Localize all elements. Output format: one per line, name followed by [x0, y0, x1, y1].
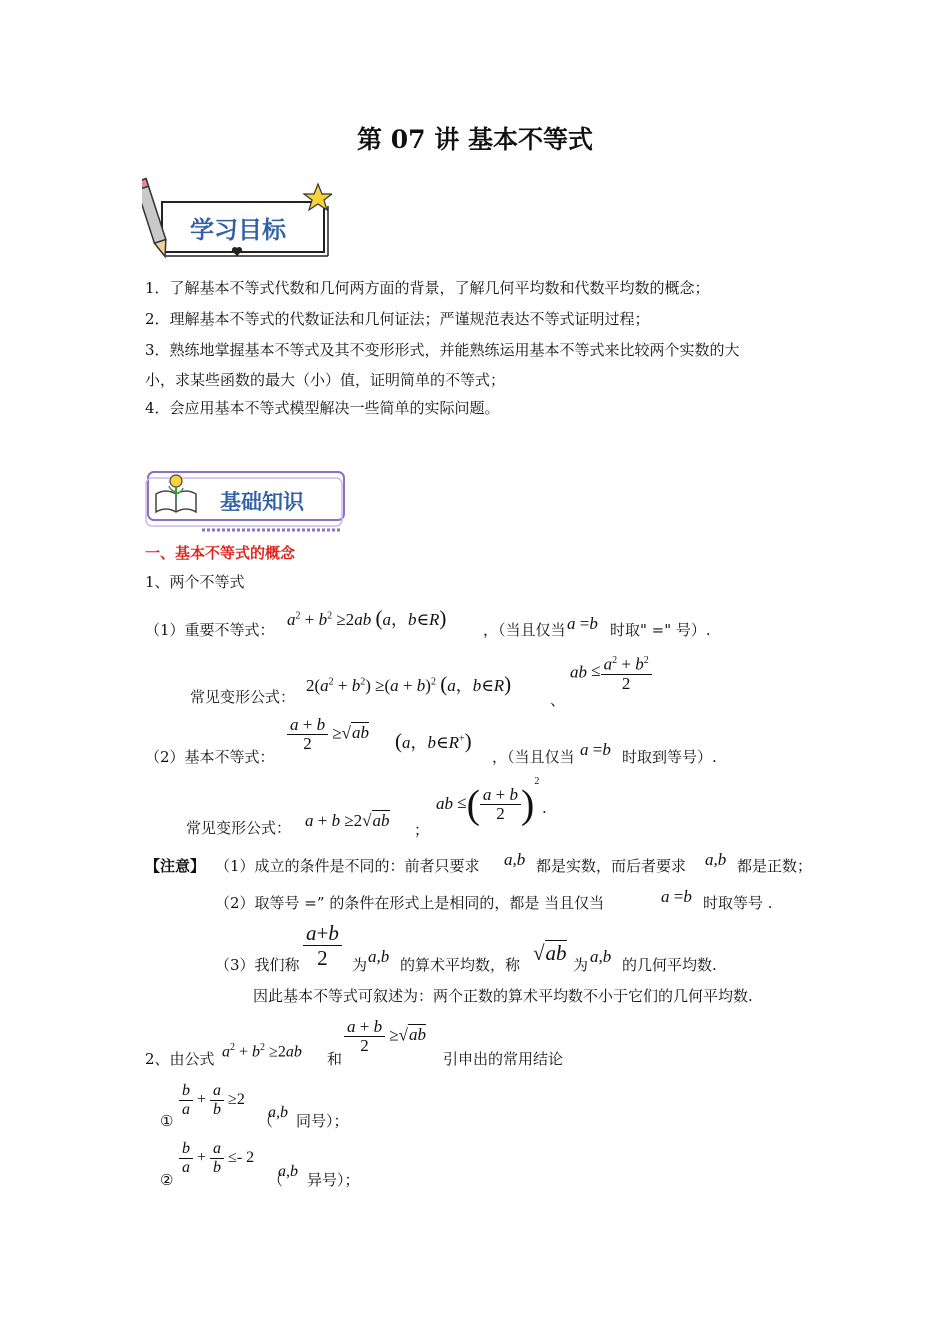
note3-b: 为: [352, 956, 368, 974]
item1-suffix2: 时取" =" 号）.: [610, 621, 711, 639]
note1-c: 都是正数；: [737, 857, 813, 875]
basic-knowledge-badge: [142, 468, 347, 532]
basic-inequality-domain: (a，b∈R+): [395, 729, 472, 753]
common-forms-label-2: 常见变形公式：: [186, 819, 292, 837]
period-mark: .: [542, 799, 547, 817]
conclusion2-open: （: [268, 1171, 284, 1189]
item2-suffix: ，（当且仅当: [492, 748, 575, 766]
conclusion1-tail: 同号）；: [296, 1112, 349, 1130]
page-title: 第 07 讲 基本不等式: [357, 125, 593, 154]
variant-formula-3: a + b ≥2√ab: [305, 811, 390, 830]
note1-b: 都是实数，而后者要求: [536, 857, 687, 875]
learning-goals-badge: [142, 176, 332, 266]
basic-knowledge-label: 基础知识: [220, 490, 304, 514]
objective-2: 2．理解基本不等式的代数证法和几何证法；严谨规范表达不等式证明过程；: [145, 310, 650, 328]
variant-formula-1: $2(a^2 + b^2) \ge(a + b)^2$ (a，b∈R): [306, 672, 512, 696]
item2-suffix2: 时取到等号）.: [622, 748, 717, 766]
equality-condition-2: a =b: [580, 740, 611, 759]
geometric-mean-formula: √ab: [533, 941, 567, 965]
item1-prefix: （1）重要不等式：: [145, 621, 275, 639]
conclusion2-tail: 异号）；: [307, 1171, 360, 1189]
note3-c: 的算术平均数，称: [400, 956, 521, 974]
note4: 因此基本不等式可叙述为：两个正数的算术平均数不小于它们的几何平均数.: [253, 987, 753, 1005]
sub2-b: 和: [327, 1050, 343, 1068]
vars-ab-1: a,b: [504, 850, 526, 869]
note2-b: 时取等号 .: [703, 894, 773, 912]
note3-e: 的几何平均数.: [622, 956, 717, 974]
note2-a: （2）取等号 =” 的条件在形式上是相同的，都是 当且仅当: [215, 894, 605, 912]
sub2-c: 引申出的常用结论: [443, 1050, 564, 1068]
objective-1: 1．了解基本不等式代数和几何两方面的背景，了解几何平均数和代数平均数的概念；: [145, 279, 710, 297]
basic-inequality-formula: $\frac{a + b}{2}$ ≥√ab: [287, 716, 369, 753]
objective-4: 4．会应用基本不等式模型解决一些简单的实际问题。: [145, 399, 500, 417]
conclusion1-formula: $\frac{b}{a}$ + $\frac{a}{b}$ ≥2: [179, 1082, 245, 1119]
vars-ab-5: a,b: [268, 1104, 288, 1121]
heading-concept: 一、基本不等式的概念: [145, 544, 296, 562]
vars-ab-3: a,b: [368, 947, 390, 966]
sub2-a: 2、由公式: [145, 1050, 215, 1068]
note3-d: 为: [573, 956, 589, 974]
vars-ab-2: a,b: [705, 850, 727, 869]
subheading-two-inequalities: 1、两个不等式: [145, 573, 245, 591]
equality-condition-3: a =b: [661, 887, 692, 906]
equality-condition-1: a =b: [567, 614, 598, 633]
conclusion2-formula: $\frac{b}{a}$ + $\frac{a}{b}$ ≤- 2: [179, 1140, 254, 1177]
item1-suffix: ，（当且仅当: [483, 621, 566, 639]
vars-ab-6: a,b: [278, 1163, 298, 1180]
arithmetic-mean-formula: $\frac{a+b}{2}$: [303, 921, 342, 970]
objective-3: 3．熟练地掌握基本不等式及其不变形形式，并能熟练运用基本不等式来比较两个实数的大: [145, 341, 740, 359]
formula-mean: $\frac{a + b}{2}$ ≥√ab: [344, 1018, 426, 1055]
vars-ab-4: a,b: [590, 947, 612, 966]
variant-formula-2: ab ≤ $\frac{a^2 + b^2}{2}$: [570, 652, 652, 693]
common-forms-label-1: 常见变形公式：: [190, 688, 296, 706]
note1-a: （1）成立的条件是不同的：前者只要求: [215, 857, 480, 875]
note-label: 【注意】: [145, 857, 206, 875]
important-inequality-formula: $a^2 + b^2 \ge 2ab$ (a，b∈R): [287, 606, 447, 630]
semicolon-separator: ；: [414, 821, 430, 839]
variant-formula-4: ab ≤( $\frac{a + b}{2}$ )$^2$: [436, 776, 540, 827]
dun-separator: 、: [550, 691, 566, 709]
item2-prefix: （2）基本不等式：: [145, 748, 275, 766]
formula-squares: $a^2 + b^2 \ge 2ab$: [222, 1042, 302, 1061]
objective-3-cont: 小，求某些函数的最大（小）值，证明简单的不等式；: [145, 371, 506, 389]
conclusion2-number: ②: [160, 1171, 174, 1189]
conclusion1-open: （: [258, 1112, 274, 1130]
conclusion1-number: ①: [160, 1112, 174, 1130]
learning-goals-label: 学习目标: [190, 216, 286, 244]
note3-a: （3）我们称: [215, 956, 300, 974]
